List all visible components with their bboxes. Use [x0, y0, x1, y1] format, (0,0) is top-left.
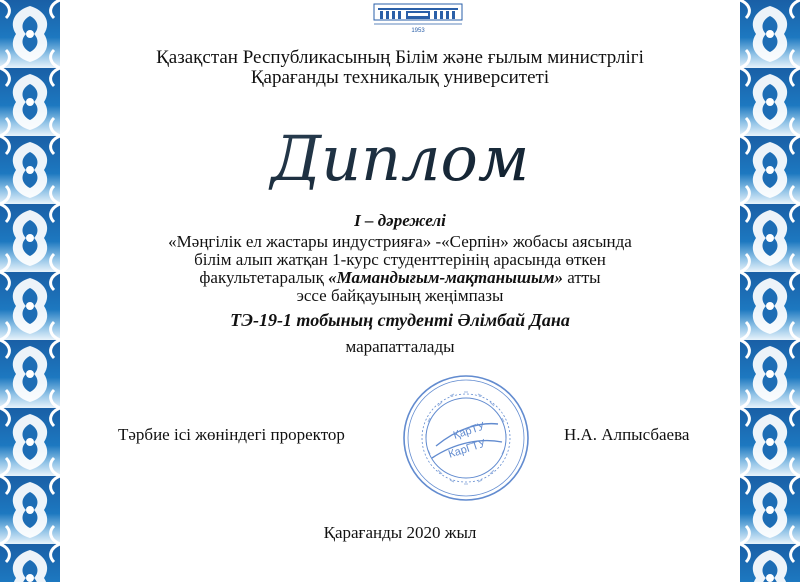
contest-line — [0, 269, 800, 287]
contest-suffix: атты — [562, 268, 601, 287]
university-line: Қарағанды техникалық университеті — [250, 67, 550, 88]
participants-line: білім алып жатқан 1-курс студенттерінің арасында өткен — [194, 250, 606, 269]
project-line: «Мәңгілік ел жастары индустрияға» -«Серпін» жобасы аясында — [168, 232, 632, 251]
emblem-year: 1953 — [411, 28, 425, 34]
diploma-title — [200, 108, 600, 200]
signatory-role: Тәрбие ісі жөніндегі проректор — [118, 425, 345, 444]
signatory-name: Н.А. Алпысбаева — [564, 425, 690, 444]
ministry-line: Қазақстан Республикасының Білім және ғылым министрлігі — [156, 47, 644, 68]
contest-name: «Мамандығым-мақтанышым» — [328, 268, 563, 287]
winner-line: эссе байқауының жеңімпазы — [296, 286, 504, 305]
stamp-text-top: ҚарТУ — [451, 420, 487, 442]
stamp-text-bottom: КарГТУ — [447, 437, 488, 461]
diploma-title-text: Диплом — [270, 122, 530, 195]
official-stamp — [398, 372, 534, 504]
award-text: марапатталады — [345, 337, 455, 356]
student-name: ТЭ-19-1 тобының студенті Әлімбай Дана — [230, 310, 570, 330]
university-emblem — [370, 0, 466, 34]
contest-prefix: факультетаралық — [199, 268, 329, 287]
city-year: Қарағанды 2020 жыл — [323, 523, 477, 542]
degree-level: I – дәрежелі — [354, 211, 446, 230]
